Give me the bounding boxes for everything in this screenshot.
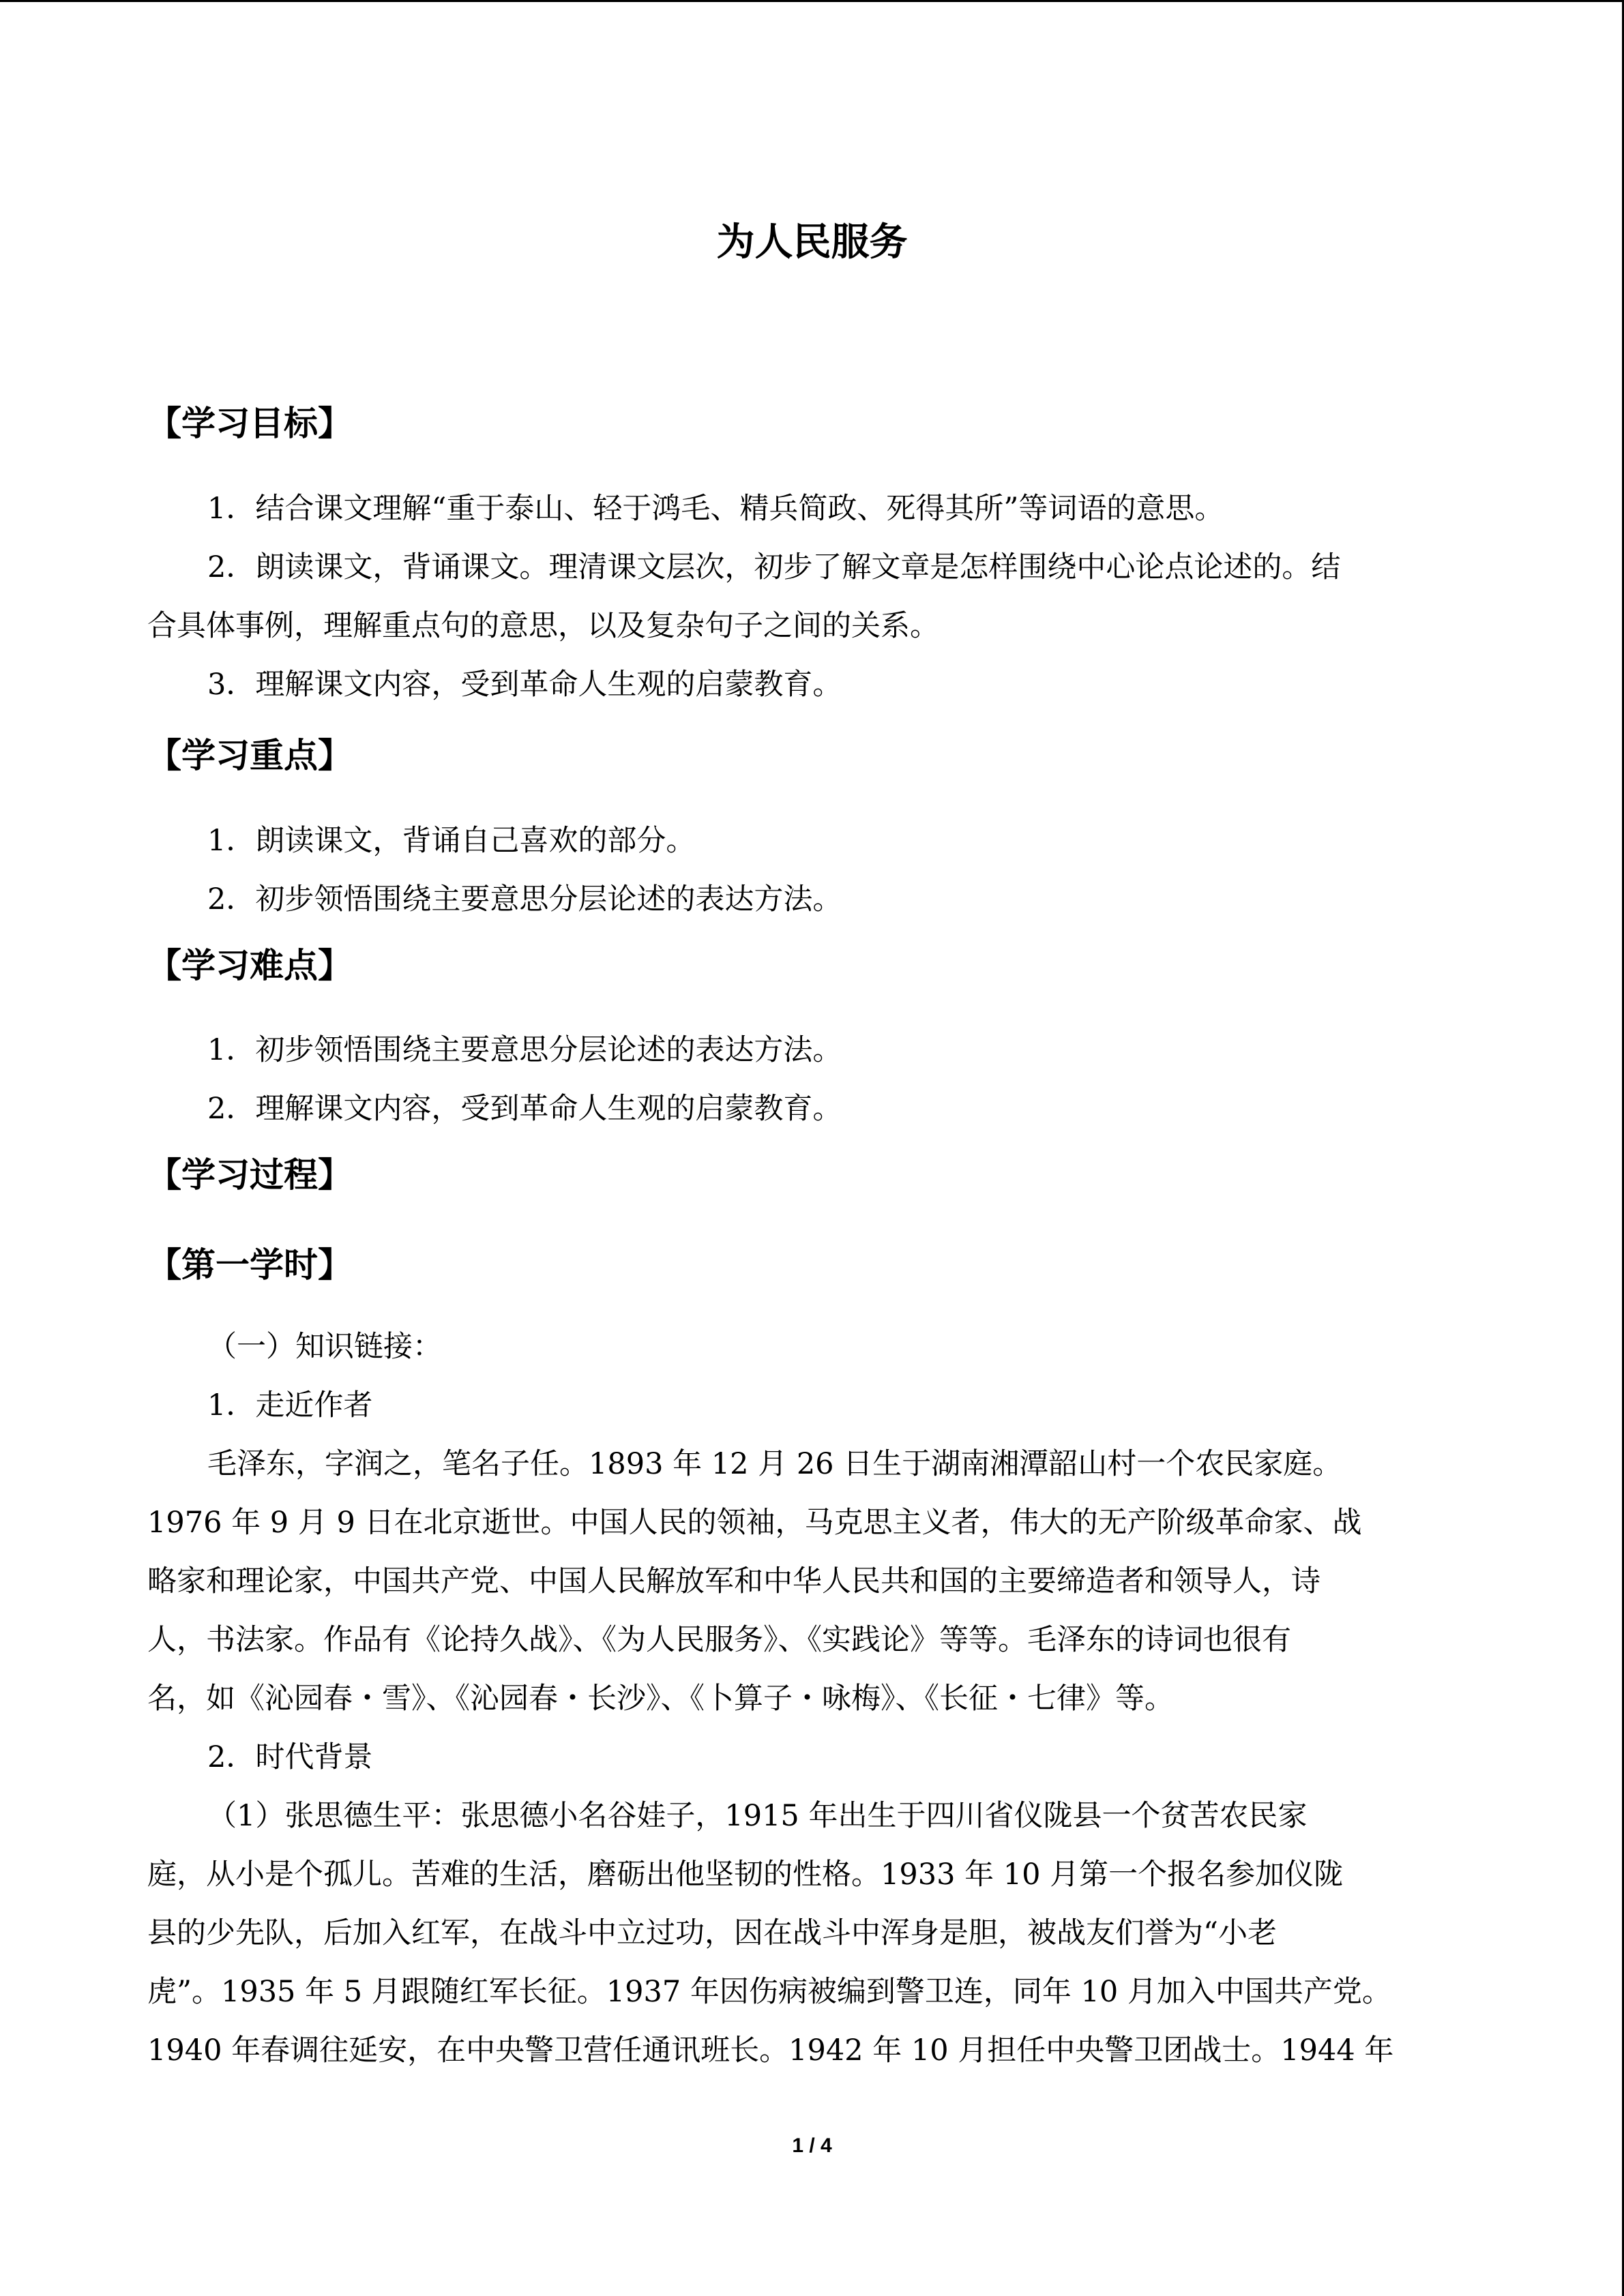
background-paragraph-line: 庭，从小是个孤儿。苦难的生活，磨砺出他坚韧的性格。1933 年 10 月第一个报名参加仪陇 (147, 1858, 1344, 1892)
goal-line-2: 2．朗读课文，背诵课文。理清课文层次，初步了解文章是怎样围绕中心论点论述的。结 (207, 550, 1341, 584)
author-paragraph-line: 略家和理论家，中国共产党、中国人民解放军和中华人民共和国的主要缔造者和领导人，诗 (147, 1564, 1320, 1598)
section-heading-difficult: 【学习难点】 (147, 946, 352, 985)
goal-line-2-cont: 合具体事例，理解重点句的意思，以及复杂句子之间的关系。 (147, 609, 939, 643)
background-paragraph-line: （1）张思德生平：张思德小名谷娃子，1915 年出生于四川省仪陇县一个贫苦农民家 (207, 1799, 1308, 1833)
difficult-point-2: 2．理解课文内容，受到革命人生观的启蒙教育。 (207, 1092, 842, 1126)
key-point-2: 2．初步领悟围绕主要意思分层论述的表达方法。 (207, 882, 842, 916)
section-heading-key: 【学习重点】 (147, 736, 352, 775)
knowledge-link-heading: （一）知识链接： (207, 1330, 442, 1364)
background-paragraph-line: 虎”。1935 年 5 月跟随红军长征。1937 年因伤病被编到警卫连，同年 10 月加入中国共产党。 (147, 1975, 1391, 2009)
author-heading: 1．走近作者 (207, 1388, 373, 1422)
background-paragraph-line: 县的少先队，后加入红军，在战斗中立过功，因在战斗中浑身是胆，被战友们誉为“小老 (147, 1916, 1277, 1950)
document-title: 为人民服务 (716, 220, 908, 265)
author-paragraph-line: 人，书法家。作品有《论持久战》、《为人民服务》、《实践论》等等。毛泽东的诗词也很有 (147, 1623, 1291, 1657)
goal-line-1: 1．结合课文理解“重于泰山、轻于鸿毛、精兵简政、死得其所”等词语的意思。 (207, 492, 1224, 526)
key-point-1: 1．朗读课文，背诵自己喜欢的部分。 (207, 824, 696, 858)
section-heading-first-period: 【第一学时】 (147, 1245, 352, 1285)
page-number: 1 / 4 (792, 2134, 832, 2157)
difficult-point-1: 1．初步领悟围绕主要意思分层论述的表达方法。 (207, 1033, 842, 1067)
background-heading: 2．时代背景 (207, 1740, 373, 1774)
section-heading-goals: 【学习目标】 (147, 404, 352, 443)
background-paragraph-line: 1940 年春调往延安，在中央警卫营任通讯班长。1942 年 10 月担任中央警卫团战士。1944 年 (147, 2033, 1394, 2068)
author-paragraph-line: 名，如《沁园春・雪》、《沁园春・长沙》、《卜算子・咏梅》、《长征・七律》等。 (147, 1682, 1174, 1716)
author-paragraph-line: 毛泽东，字润之，笔名子任。1893 年 12 月 26 日生于湖南湘潭韶山村一个农民家庭。 (207, 1447, 1342, 1481)
section-heading-process: 【学习过程】 (147, 1155, 352, 1195)
author-paragraph-line: 1976 年 9 月 9 日在北京逝世。中国人民的领袖，马克思主义者，伟大的无产阶级革命家、战 (147, 1506, 1362, 1540)
goal-line-3: 3．理解课文内容，受到革命人生观的启蒙教育。 (207, 668, 842, 702)
page-top-border (0, 0, 1624, 2)
